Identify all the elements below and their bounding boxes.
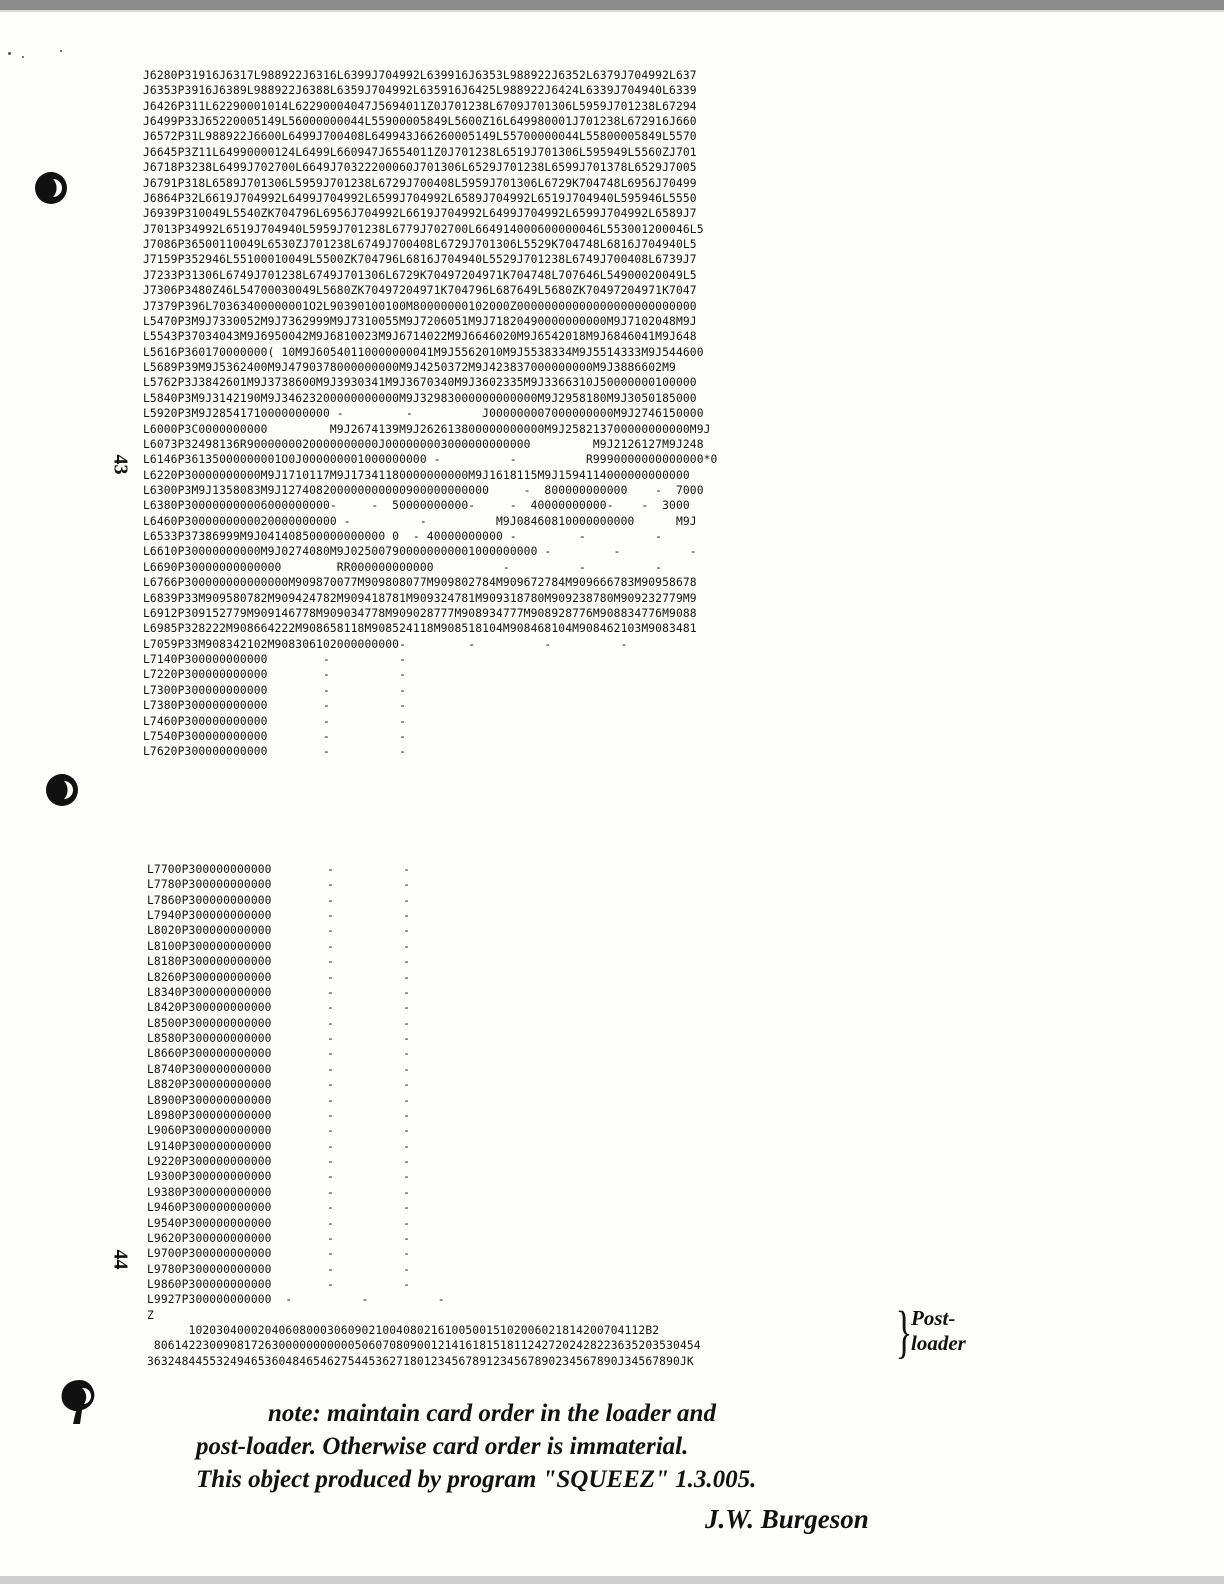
- post-loader-label-line2: loader: [911, 1331, 966, 1355]
- listing-line: J6353P3916J6389L988922J6388L6359J704992L635916J6425L988922J6424L6339J704940L6339: [143, 84, 697, 98]
- listing-line: L6146P36135000000001O0J000000001000000000 - - R9990000000000000*0: [143, 453, 718, 467]
- listing-line: J6864P32L6619J704992L6499J704992L6599J704992L6589J704992L6519J704940L595946L5550: [143, 191, 697, 205]
- listing-line: L6073P32498136R9000000020000000000J000000003000000000000 M9J2126127M9J248: [143, 437, 704, 451]
- listing-line: L8580P300000000000 - -: [147, 1032, 411, 1046]
- listing-line: J6718P3238L6499J702700L6649J70322200060J701306L6529J701238L6599J701378L6529J7005: [143, 161, 697, 175]
- listing-line: L6610P30000000000M9J0274080M9J025007900000000001000000000 - - -: [143, 545, 697, 559]
- listing-line: L7059P33M908342102M908306102000000000- - - -: [143, 637, 628, 651]
- listing-line: L8100P300000000000 - -: [147, 939, 411, 953]
- listing-line: 36324844553249465360484654627544536271801234567891234567890234567890J34567890JK: [147, 1354, 694, 1368]
- listing-line: L7540P300000000000 - -: [143, 729, 407, 743]
- listing-line: L6380P300000000006000000000- - 50000000000- - 40000000000- - 3000: [143, 499, 690, 513]
- page-number-lower: 44: [109, 1249, 132, 1270]
- listing-line: L5616P360170000000( 10M9J60540110000000041M9J5562010M9J5538334M9J5514333M9J544600: [143, 345, 704, 359]
- listing-line: L6460P3000000000020000000000 - - M9J08460810000000000 M9J: [143, 514, 697, 528]
- listing-line: L9380P300000000000 - -: [147, 1185, 411, 1199]
- listing-line: L8660P300000000000 - -: [147, 1047, 411, 1061]
- listing-line: J7379P396L70363400000001O2L90390100100M80000000102000Z00000000000000000000000000: [143, 299, 697, 313]
- listing-line: L7940P300000000000 - -: [147, 909, 411, 923]
- listing-line: J6791P318L6589J701306L5959J701238L6729J700408L5959J701306L6729K704748L6956J70499: [143, 176, 697, 190]
- listing-line: L8900P300000000000 - -: [147, 1093, 411, 1107]
- listing-line: 8061422300908172630000000000050607080900121416181518112427202428223635203530454: [147, 1339, 701, 1353]
- listing-line: L8980P300000000000 - -: [147, 1108, 411, 1122]
- listing-line: J6645P3Z11L64990000124L6499L660947J6554011Z0J701238L6519J701306L595949L5560ZJ701: [143, 145, 697, 159]
- listing-line: L8500P300000000000 - -: [147, 1016, 411, 1030]
- listing-line: J6499P33J65220005149L56000000044L55900005849L5600Z16L649980001J701238L672916J660: [143, 115, 697, 129]
- post-loader-label-line1: Post-: [911, 1306, 956, 1330]
- page-number-upper: 43: [109, 454, 132, 475]
- listing-line: L6533P37386999M9J041408500000000000 0 - 40000000000 - - -: [143, 530, 663, 544]
- listing-line: L6300P3M9J1358083M9J127408200000000000900000000000 - 800000000000 - 7000: [143, 483, 704, 497]
- listing-line: L7220P300000000000 - -: [143, 668, 407, 682]
- listing-line: L5920P3M9J28541710000000000 - - J000000007000000000M9J2746150000: [143, 407, 704, 421]
- listing-line: L5470P3M9J7330052M9J7362999M9J7310055M9J7206051M9J71820490000000000M9J7102048M9J: [143, 314, 697, 328]
- listing-line: L8820P300000000000 - -: [147, 1078, 411, 1092]
- listing-line: L9860P300000000000 - -: [147, 1277, 411, 1291]
- listing-line: J6280P31916J6317L988922J6316L6399J704992L639916J6353L988922J6352L6379J704992L637: [143, 69, 697, 82]
- listing-line: L8260P300000000000 - -: [147, 970, 411, 984]
- listing-line: L9927P300000000000 - - -: [147, 1293, 445, 1307]
- handwritten-note-line3: This object produced by program "SQUEEZ" 1.3.005.: [196, 1466, 757, 1493]
- listing-line: L9460P300000000000 - -: [147, 1201, 411, 1215]
- listing-line: L7780P300000000000 - -: [147, 878, 411, 892]
- listing-line: L6912P309152779M909146778M909034778M909028777M908934777M908928776M908834776M9088: [143, 606, 697, 620]
- listing-line: L6690P30000000000000 RR000000000000 - - -: [143, 560, 663, 574]
- listing-line: L9620P300000000000 - -: [147, 1231, 411, 1245]
- handwritten-note-line2: post-loader. Otherwise card order is immaterial.: [196, 1433, 689, 1460]
- listing-line: L7460P300000000000 - -: [143, 714, 407, 728]
- listing-line: L5840P3M9J3142190M9J34623200000000000M9J32983000000000000M9J2958180M9J3050185000: [143, 391, 697, 405]
- listing-line: L9140P300000000000 - -: [147, 1139, 411, 1153]
- listing-line: L7300P300000000000 - -: [143, 683, 407, 697]
- listing-line: L8020P300000000000 - -: [147, 924, 411, 938]
- listing-line: L8340P300000000000 - -: [147, 985, 411, 999]
- listing-line: L6839P33M909580782M909424782M909418781M909324781M909318780M909238780M909232779M9: [143, 591, 697, 605]
- listing-line: L7380P300000000000 - -: [143, 699, 407, 713]
- listing-line: L8420P300000000000 - -: [147, 1001, 411, 1015]
- listing-line: L5689P39M9J5362400M9J4790378000000000M9J4250372M9J423837000000000M9J3886602M9: [143, 361, 676, 375]
- listing-line: L6766P300000000000000M909870077M909808077M909802784M909672784M909666783M90958678: [143, 576, 697, 590]
- listing-line: 102030400020406080003060902100408021610050015102006021814200704112B2: [147, 1324, 660, 1338]
- listing-line: L9780P300000000000 - -: [147, 1262, 411, 1276]
- handwritten-signature: J.W. Burgeson: [705, 1504, 869, 1534]
- listing-line: J7306P3480Z46L54700030049L5680ZK70497204971K704796L687649L5680ZK70497204971K7047: [143, 284, 697, 298]
- listing-line: J7159P352946L55100010049L5500ZK704796L6816J704940L5529J701238L6749J700408L6739J7: [143, 253, 697, 267]
- listing-line: L9300P300000000000 - -: [147, 1170, 411, 1184]
- listing-line: L5762P3J3842601M9J3738600M9J3930341M9J3670340M9J3602335M9J3366310J50000000100000: [143, 376, 697, 390]
- listing-line: J6426P311L62290001014L62290004047J5694011Z0J701238L6709J701306L5959J701238L67294: [143, 99, 697, 113]
- listing-line: L8740P300000000000 - -: [147, 1062, 411, 1076]
- post-loader-brace: }: [895, 1299, 913, 1364]
- listing-line: J7013P34992L6519J704940L5959J701238L6779J702700L664914000600000046L553001200046L5: [143, 222, 704, 236]
- listing-line: L9700P300000000000 - -: [147, 1247, 411, 1261]
- listing-line: L9540P300000000000 - -: [147, 1216, 411, 1230]
- listing-line: L5543P37034043M9J6950042M9J6810023M9J6714022M9J6646020M9J6542018M9J6846041M9J648: [143, 330, 697, 344]
- listing-line: J6939P310049L5540ZK704796L6956J704992L6619J704992L6499J704992L6599J704992L6589J7: [143, 207, 697, 221]
- listing-line: L6985P328222M908664222M908658118M908524118M908518104M908468104M908462103M9083481: [143, 622, 697, 636]
- listing-line: L7140P300000000000 - -: [143, 653, 407, 667]
- listing-line: L9060P300000000000 - -: [147, 1124, 411, 1138]
- listing-line: L6220P30000000000M9J1710117M9J17341180000000000M9J1618115M9J1594114000000000000: [143, 468, 690, 482]
- listing-line: J6572P31L988922J6600L6499J700408L649943J66260005149L55700000044L55800005849L5570: [143, 130, 697, 144]
- listing-line: J7233P31306L6749J701238L6749J701306L6729K70497204971K704748L707646L54900020049L5: [143, 268, 697, 282]
- listing-line: L8180P300000000000 - -: [147, 955, 411, 969]
- listing-line: L7620P300000000000 - -: [143, 745, 407, 759]
- listing-line: L6000P3C0000000000 M9J2674139M9J262613800000000000M9J258213700000000000M9J: [143, 422, 711, 436]
- handwritten-note-line1: note: maintain card order in the loader and: [268, 1400, 716, 1427]
- listing-line: L7860P300000000000 - -: [147, 893, 411, 907]
- listing-line: J7086P36500110049L6530ZJ701238L6749J700408L6729J701306L5529K704748L6816J704940L5: [143, 238, 697, 252]
- listing-line: L9220P300000000000 - -: [147, 1155, 411, 1169]
- listing-line: L7700P300000000000 - -: [147, 863, 411, 876]
- listing-line: Z: [147, 1308, 154, 1322]
